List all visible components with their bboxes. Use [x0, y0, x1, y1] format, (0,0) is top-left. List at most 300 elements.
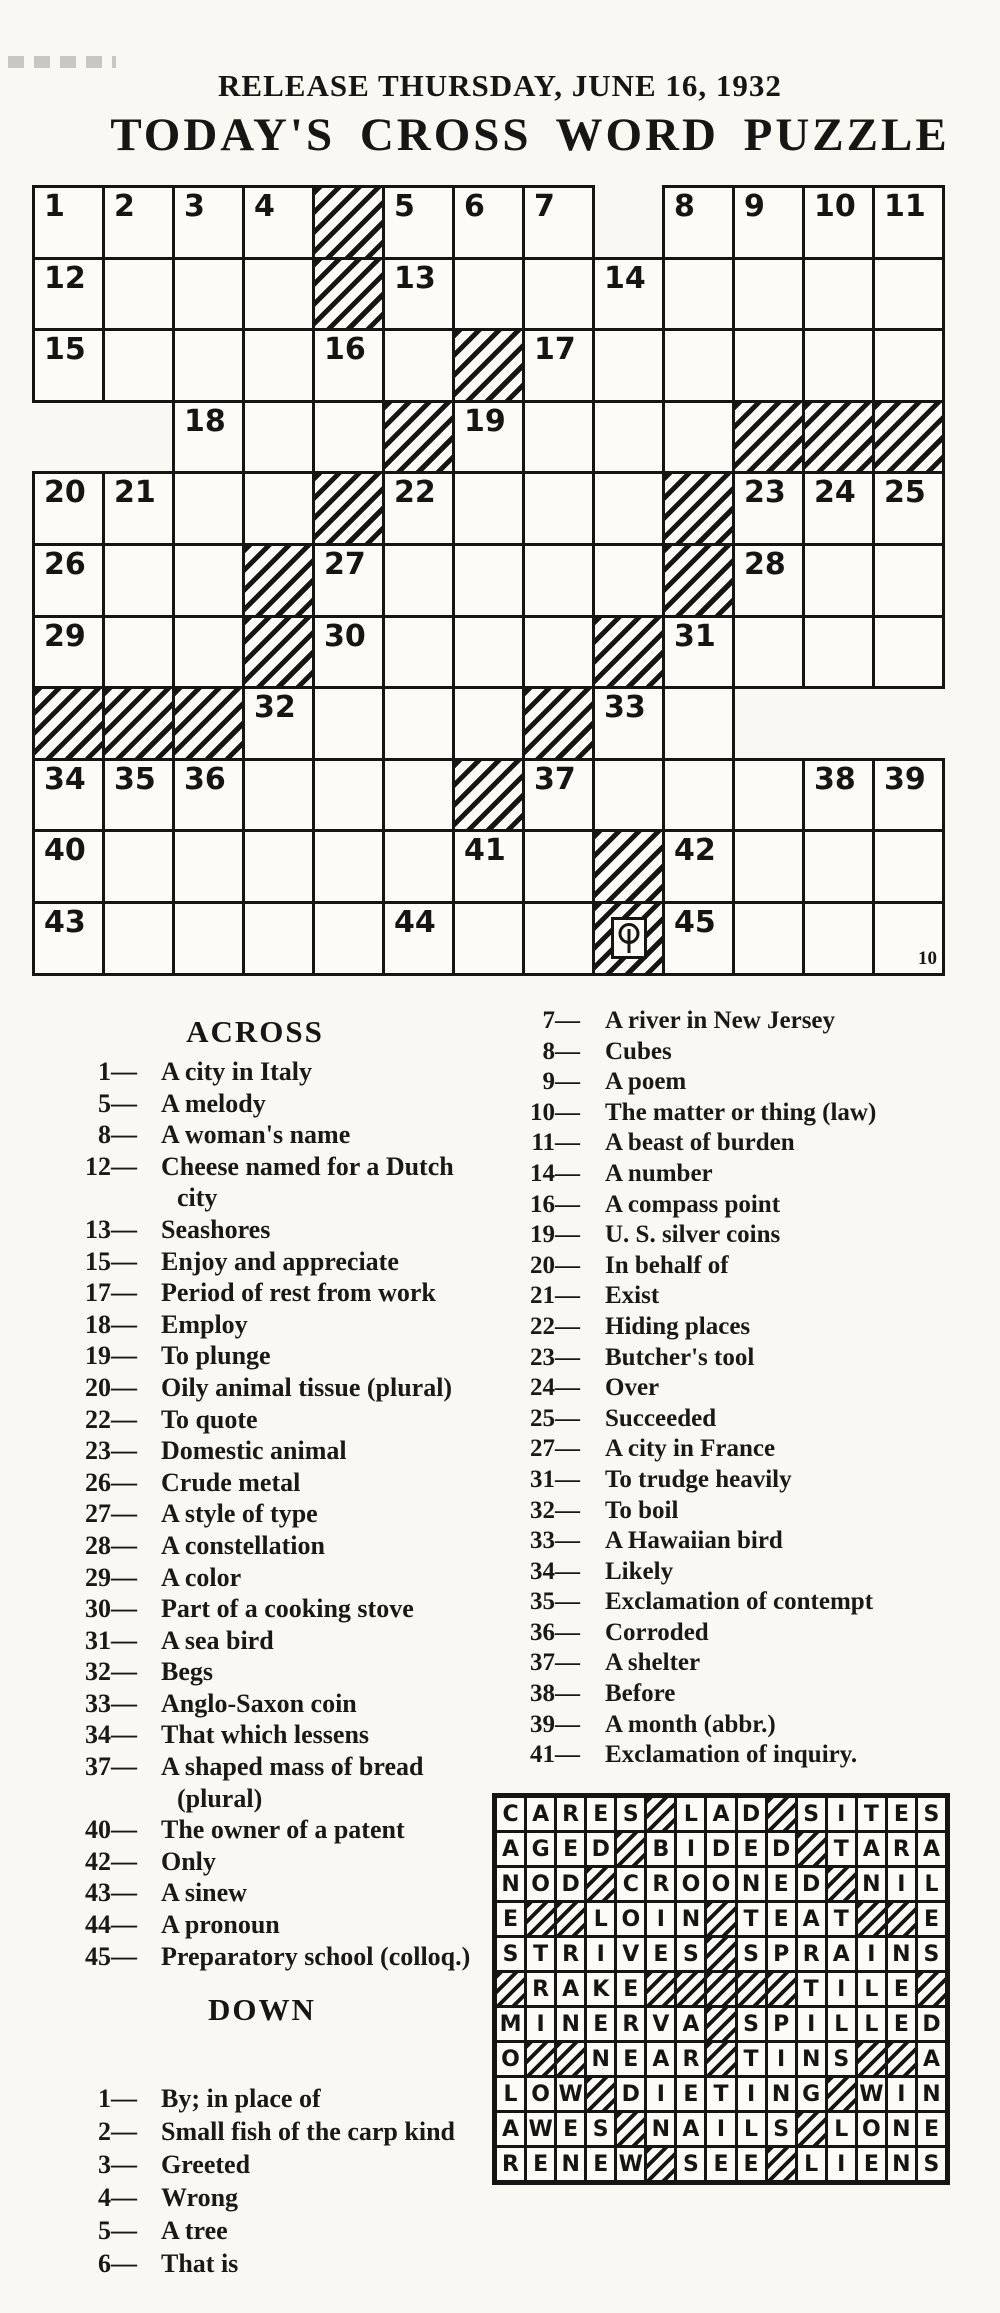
clue-dash: —	[555, 1496, 578, 1524]
clue-number: 22	[85, 1404, 111, 1434]
solution-letter-cell: C	[497, 1798, 524, 1830]
clue-item	[55, 1467, 500, 1499]
cell-number: 26	[44, 547, 86, 582]
solution-letter-cell: L	[677, 1798, 704, 1830]
clue-dash: —	[555, 1404, 578, 1432]
clue-number: 34	[85, 1720, 111, 1750]
clue-item	[55, 1119, 500, 1151]
solution-letter-cell: E	[677, 2078, 704, 2110]
cell-number: 42	[674, 833, 716, 869]
scan-artifact	[8, 56, 116, 68]
solution-letter-cell: K	[587, 1973, 614, 2005]
across-clue-list	[55, 1056, 500, 1972]
cell-number: 18	[184, 403, 226, 439]
grid-cell	[662, 758, 735, 833]
clue-dash: —	[555, 1190, 578, 1218]
clue-number: 40	[85, 1815, 111, 1845]
clue-number: 42	[85, 1846, 111, 1876]
black-cell	[662, 471, 735, 546]
solution-black-cell	[888, 2043, 915, 2075]
clue-number: 7	[542, 1007, 555, 1034]
cell-number: 39	[884, 761, 926, 797]
grid-cell	[172, 400, 245, 475]
black-cell	[242, 615, 315, 690]
solution-letter-cell: A	[677, 2113, 704, 2145]
grid-cell	[102, 901, 175, 976]
solution-letter-cell: I	[738, 2078, 765, 2110]
grid-cell	[382, 543, 455, 618]
clue-number: 4	[98, 2183, 111, 2212]
solution-letter-cell: T	[707, 2078, 734, 2110]
solution-letter-cell: N	[677, 1903, 704, 1935]
solution-letter-cell: D	[557, 1868, 584, 1900]
clue-text: Crude metal	[161, 1467, 301, 1497]
clue-text: A sinew	[161, 1878, 247, 1908]
solution-letter-cell: M	[497, 2008, 524, 2040]
clue-item	[55, 1056, 500, 1088]
clue-text: A style of type	[161, 1499, 318, 1529]
cell-number: 29	[44, 618, 86, 654]
clue-item	[55, 1498, 500, 1530]
clue-item	[55, 1751, 500, 1814]
solution-letter-cell: R	[557, 1798, 584, 1830]
clue-text: A constellation	[161, 1530, 325, 1560]
solution-letter-cell: R	[647, 1868, 674, 1900]
solution-letter-cell: I	[768, 2043, 795, 2075]
grid-cell	[102, 829, 175, 904]
solution-letter-cell: V	[647, 2008, 674, 2040]
grid-cell	[592, 471, 665, 546]
cell-number: 33	[604, 690, 646, 726]
grid-cell	[312, 829, 385, 904]
solution-letter-cell: E	[768, 1868, 795, 1900]
cell-number: 5	[394, 189, 415, 224]
cell-number: 21	[114, 475, 156, 511]
clue-dash: —	[555, 1618, 578, 1646]
solution-letter-cell: N	[888, 1938, 915, 1970]
solution-letter-cell: S	[828, 2043, 855, 2075]
clue-item	[55, 2181, 500, 2214]
grid-cell	[172, 328, 245, 403]
grid-cell	[382, 328, 455, 403]
grid-cell	[802, 901, 875, 976]
cell-number: 35	[114, 761, 156, 797]
clue-item	[495, 1067, 965, 1098]
clue-number: 27	[85, 1499, 111, 1529]
grid-cell	[102, 257, 175, 332]
grid-cell	[102, 758, 175, 833]
solution-black-cell	[828, 1868, 855, 1900]
cell-number: 13	[394, 260, 436, 296]
solution-letter-cell: T	[858, 1798, 885, 1830]
solution-letter-cell: W	[557, 2078, 584, 2110]
clue-number: 6	[98, 2249, 111, 2278]
solution-letter-cell: E	[738, 1833, 765, 1865]
solution-black-cell	[497, 1973, 524, 2005]
solution-letter-cell: W	[527, 2113, 554, 2145]
clue-item	[495, 1343, 965, 1374]
clue-dash: —	[555, 1465, 578, 1493]
cell-number: 36	[184, 761, 226, 797]
clue-text: That which lessens	[161, 1720, 370, 1750]
clue-text: The owner of a patent	[161, 1815, 405, 1845]
clue-number: 32	[85, 1657, 111, 1687]
clue-dash: —	[555, 1312, 578, 1340]
clue-item	[495, 1648, 965, 1679]
clue-item	[495, 1740, 965, 1771]
cell-number: 11	[884, 189, 926, 224]
solution-black-cell	[858, 1903, 885, 1935]
grid-cell	[102, 328, 175, 403]
crossword-puzzle-grid	[32, 185, 947, 977]
grid-cell	[452, 829, 525, 904]
solution-letter-cell: I	[828, 1798, 855, 1830]
solution-black-cell	[828, 2078, 855, 2110]
solution-letter-cell: N	[888, 2148, 915, 2180]
printer-mark-icon	[611, 917, 647, 959]
clue-number: 15	[85, 1246, 111, 1276]
grid-cell	[522, 257, 595, 332]
grid-cell	[802, 471, 875, 546]
clue-item	[495, 1312, 965, 1343]
cell-number: 34	[44, 761, 86, 797]
printer-mark-stem	[627, 929, 630, 953]
clue-number: 33	[530, 1527, 555, 1555]
clue-text: That is	[161, 2249, 239, 2278]
grid-cell	[32, 758, 105, 833]
clue-number: 9	[542, 1068, 555, 1096]
clue-text: Begs	[161, 1657, 213, 1687]
solution-letter-cell: L	[858, 2008, 885, 2040]
grid-cell	[872, 758, 945, 833]
clue-dash: —	[555, 1557, 578, 1585]
solution-black-cell	[707, 1973, 734, 2005]
cell-number: 27	[324, 547, 366, 582]
solution-letter-cell: W	[858, 2078, 885, 2110]
clue-item	[495, 1159, 965, 1190]
solution-black-cell	[798, 1833, 825, 1865]
clue-item	[55, 1214, 500, 1246]
clue-item	[55, 1814, 500, 1846]
grid-cell	[802, 185, 875, 260]
clue-item	[495, 1679, 965, 1710]
solution-letter-cell: L	[497, 2078, 524, 2110]
clue-text: To trudge heavily	[605, 1465, 792, 1493]
solution-letter-cell: S	[768, 2113, 795, 2145]
solution-letter-cell: O	[858, 2113, 885, 2145]
grid-cell	[382, 185, 455, 260]
clue-number: 20	[530, 1251, 555, 1279]
solution-black-cell	[647, 1973, 674, 2005]
clue-text: Period of rest from work	[161, 1278, 436, 1308]
grid-cell	[242, 185, 315, 260]
grid-cell	[452, 257, 525, 332]
solution-letter-cell: L	[798, 2148, 825, 2180]
clue-item	[55, 1877, 500, 1909]
clue-number: 21	[530, 1282, 555, 1310]
clue-item	[495, 1618, 965, 1649]
solution-letter-cell: E	[557, 1833, 584, 1865]
black-cell	[382, 400, 455, 475]
clue-dash: —	[111, 1657, 135, 1687]
clue-dash: —	[111, 2216, 135, 2245]
clue-item	[55, 1246, 500, 1278]
solution-black-cell	[707, 1938, 734, 1970]
grid-cell	[452, 901, 525, 976]
grid-cell	[172, 543, 245, 618]
solution-letter-cell: L	[828, 2113, 855, 2145]
clue-text: The matter or thing (law)	[605, 1098, 877, 1126]
clue-text: Wrong	[161, 2183, 239, 2212]
solution-letter-cell: S	[738, 2008, 765, 2040]
grid-cell	[382, 829, 455, 904]
solution-black-cell	[798, 2113, 825, 2145]
clue-item	[495, 1557, 965, 1588]
clue-dash: —	[111, 1530, 135, 1560]
solution-letter-cell: P	[768, 1938, 795, 1970]
grid-cell	[732, 471, 805, 546]
black-cell	[242, 543, 315, 618]
grid-cell	[522, 400, 595, 475]
clue-text: Greeted	[161, 2150, 251, 2179]
clue-text: A river in New Jersey	[605, 1007, 836, 1034]
clue-text: A poem	[605, 1068, 687, 1096]
grid-cell	[312, 686, 385, 761]
cell-number: 32	[254, 690, 296, 726]
grid-cell	[172, 257, 245, 332]
solution-letter-cell: L	[858, 1973, 885, 2005]
solution-black-cell	[617, 1833, 644, 1865]
clue-text: Exclamation of inquiry.	[605, 1741, 858, 1769]
solution-black-cell	[527, 1903, 554, 1935]
clue-dash: —	[111, 1688, 135, 1718]
cell-number: 2	[114, 189, 135, 224]
clue-number: 32	[530, 1496, 555, 1524]
grid-cell	[32, 185, 105, 260]
clue-number: 11	[531, 1129, 555, 1157]
solution-black-cell	[768, 2148, 795, 2180]
cell-number: 44	[394, 905, 436, 940]
black-cell	[872, 400, 945, 475]
clue-item	[55, 1372, 500, 1404]
black-cell	[452, 328, 525, 403]
clue-text: U. S. silver coins	[605, 1221, 781, 1249]
solution-letter-cell: O	[527, 2078, 554, 2110]
plate-number: 10	[918, 947, 937, 969]
clue-item	[495, 1190, 965, 1221]
solution-letter-cell: S	[738, 1938, 765, 1970]
clue-dash: —	[111, 2117, 135, 2146]
clue-item	[55, 2247, 500, 2280]
clue-item	[55, 1593, 500, 1625]
clue-item	[495, 1373, 965, 1404]
solution-letter-cell: D	[798, 1868, 825, 1900]
clue-text: In behalf of	[605, 1251, 729, 1279]
clue-number: 2	[98, 2117, 111, 2146]
solution-letter-cell: S	[677, 2148, 704, 2180]
grid-cell	[382, 257, 455, 332]
solution-letter-cell: D	[617, 2078, 644, 2110]
solution-letter-cell: D	[707, 1833, 734, 1865]
clue-dash: —	[555, 1710, 578, 1738]
solution-letter-cell: A	[828, 1938, 855, 1970]
grid-cell	[102, 615, 175, 690]
solution-letter-cell: A	[918, 1833, 945, 1865]
clue-number: 35	[530, 1588, 555, 1616]
clue-text-wrap: (plural)	[177, 1783, 263, 1813]
clue-dash: —	[555, 1343, 578, 1371]
clue-dash: —	[555, 1588, 578, 1616]
clue-dash: —	[555, 1435, 578, 1463]
grid-cell	[592, 400, 665, 475]
solution-letter-cell: R	[677, 2043, 704, 2075]
clue-number: 5	[98, 1088, 111, 1118]
clue-item	[55, 1625, 500, 1657]
solution-letter-cell: C	[617, 1868, 644, 1900]
grid-cell	[872, 185, 945, 260]
clue-item	[55, 2115, 500, 2148]
solution-letter-cell: E	[738, 2148, 765, 2180]
solution-black-cell	[738, 1973, 765, 2005]
grid-cell	[242, 901, 315, 976]
solution-letter-cell: I	[828, 2148, 855, 2180]
cell-number: 16	[324, 332, 366, 368]
solution-black-cell	[888, 1903, 915, 1935]
clue-number: 25	[530, 1404, 555, 1432]
clue-number: 36	[530, 1618, 555, 1646]
solution-letter-cell: I	[707, 2113, 734, 2145]
grid-cell	[242, 758, 315, 833]
clue-dash: —	[111, 1372, 135, 1402]
release-line: RELEASE THURSDAY, JUNE 16, 1932	[218, 68, 782, 103]
clue-number: 3	[98, 2150, 111, 2179]
clue-text: A city in Italy	[161, 1057, 312, 1086]
clue-number: 31	[85, 1625, 111, 1655]
clue-dash: —	[555, 1680, 578, 1708]
grid-cell	[662, 615, 735, 690]
clue-item	[55, 1562, 500, 1594]
grid-cell	[592, 758, 665, 833]
grid-cell	[732, 615, 805, 690]
clue-dash: —	[555, 1068, 578, 1096]
grid-cell	[732, 758, 805, 833]
solution-letter-cell: A	[497, 1833, 524, 1865]
solution-letter-cell: D	[587, 1833, 614, 1865]
clue-dash: —	[111, 1941, 135, 1971]
clue-dash: —	[555, 1527, 578, 1555]
grid-cell	[312, 328, 385, 403]
clue-dash: —	[111, 1088, 135, 1118]
page-title: TODAY'S CROSS WORD PUZZLE	[110, 109, 950, 161]
solution-letter-cell: A	[647, 2043, 674, 2075]
clue-text: Small fish of the carp kind	[161, 2117, 455, 2146]
clue-dash: —	[111, 1151, 135, 1181]
clue-number: 8	[98, 1120, 111, 1150]
solution-letter-cell: D	[918, 2008, 945, 2040]
grid-cell	[172, 829, 245, 904]
solution-black-cell	[587, 2078, 614, 2110]
clue-number: 23	[530, 1343, 555, 1371]
grid-cell	[872, 257, 945, 332]
grid-cell	[592, 686, 665, 761]
grid-cell	[382, 471, 455, 546]
clue-number: 45	[85, 1941, 111, 1971]
grid-cell	[872, 829, 945, 904]
cell-number: 3	[184, 189, 205, 224]
solution-letter-cell: E	[707, 2148, 734, 2180]
solution-letter-cell: R	[798, 1938, 825, 1970]
clue-text: A sea bird	[161, 1625, 274, 1655]
clue-number: 19	[530, 1221, 555, 1249]
grid-cell	[662, 829, 735, 904]
solution-letter-cell: S	[677, 1938, 704, 1970]
grid-cell	[872, 901, 945, 976]
solution-black-cell	[707, 2043, 734, 2075]
clue-dash: —	[555, 1374, 578, 1402]
solution-letter-cell: R	[497, 2148, 524, 2180]
solution-letter-cell: A	[707, 1798, 734, 1830]
black-cell	[452, 758, 525, 833]
solution-letter-cell: E	[587, 2008, 614, 2040]
clue-dash: —	[555, 1007, 578, 1034]
solution-letter-cell: S	[918, 1938, 945, 1970]
cell-number: 9	[744, 189, 765, 224]
solution-letter-cell: E	[768, 1903, 795, 1935]
clue-item	[55, 1435, 500, 1467]
grid-cell	[312, 758, 385, 833]
grid-cell	[732, 328, 805, 403]
clue-text: A shelter	[605, 1649, 701, 1677]
clue-dash: —	[111, 1720, 135, 1750]
clue-dash: —	[555, 1649, 578, 1677]
clue-item	[55, 1404, 500, 1436]
solution-letter-cell: R	[617, 2008, 644, 2040]
clue-text: To plunge	[161, 1341, 271, 1371]
clue-dash: —	[111, 1467, 135, 1497]
grid-cell	[382, 901, 455, 976]
clue-text: Seashores	[161, 1214, 271, 1244]
clue-dash: —	[111, 1878, 135, 1908]
clue-item	[495, 1496, 965, 1527]
grid-cell	[802, 543, 875, 618]
solution-letter-cell: I	[858, 1938, 885, 1970]
grid-cell	[592, 257, 665, 332]
clue-number: 28	[85, 1530, 111, 1560]
clue-number: 41	[530, 1741, 555, 1769]
solution-letter-cell: E	[918, 2113, 945, 2145]
black-cell	[592, 901, 665, 976]
clue-dash: —	[111, 1436, 135, 1466]
grid-cell	[522, 543, 595, 618]
clue-number: 5	[98, 2216, 111, 2245]
solution-letter-cell: E	[497, 1903, 524, 1935]
solution-letter-cell: L	[587, 1903, 614, 1935]
solution-letter-cell: A	[918, 2043, 945, 2075]
grid-cell	[452, 686, 525, 761]
solution-letter-cell: N	[798, 2043, 825, 2075]
clue-number: 29	[85, 1562, 111, 1592]
clue-number: 16	[530, 1190, 555, 1218]
grid-cell	[172, 615, 245, 690]
down-clue-list-continued	[495, 1006, 965, 1771]
cell-number: 15	[44, 332, 86, 368]
solution-black-cell	[617, 2113, 644, 2145]
solution-black-cell	[647, 1798, 674, 1830]
solution-black-cell	[587, 1868, 614, 1900]
grid-cell	[312, 400, 385, 475]
solution-letter-cell: E	[888, 1798, 915, 1830]
clue-text: A shaped mass of bread (plural)	[161, 1752, 424, 1813]
